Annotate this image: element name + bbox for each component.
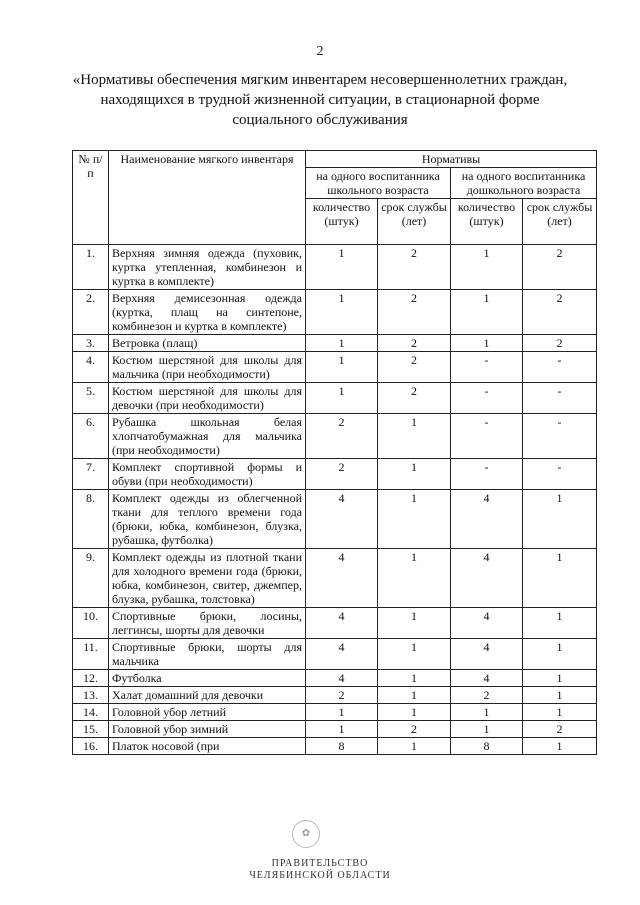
- qty-preschool: 4: [451, 549, 523, 608]
- qty-preschool: 1: [451, 290, 523, 335]
- table-row: [73, 335, 597, 352]
- qty-preschool: 2: [451, 687, 523, 704]
- item-name: Спортивные брюки, шорты для мальчика: [109, 639, 306, 670]
- footer-issuer: [0, 858, 640, 882]
- qty-preschool: -: [451, 352, 523, 383]
- term-school: 1: [378, 639, 451, 670]
- qty-school: 1: [306, 721, 378, 738]
- qty-school: 1: [306, 704, 378, 721]
- row-number: 6.: [73, 414, 109, 459]
- qty-school: 1: [306, 383, 378, 414]
- term-preschool: 1: [523, 738, 597, 755]
- qty-school: 4: [306, 670, 378, 687]
- qty-preschool: -: [451, 383, 523, 414]
- term-school: 2: [378, 721, 451, 738]
- item-name: Рубашка школьная белая хлопчатобумажная для мальчика (при необходимости): [109, 414, 306, 459]
- qty-school: 1: [306, 352, 378, 383]
- qty-preschool: -: [451, 414, 523, 459]
- term-school: 2: [378, 335, 451, 352]
- header-term-preschool: срок службы (лет): [523, 199, 597, 245]
- term-school: 2: [378, 352, 451, 383]
- term-preschool: 2: [523, 290, 597, 335]
- table-row: [73, 459, 597, 490]
- document-title: «Нормативы обеспечения мягким инвентарем несовершеннолетних граждан, находящихся в трудной жизненной ситуации, в стационарной форме социального обслуживания: [72, 72, 568, 128]
- row-number: 2.: [73, 290, 109, 335]
- term-school: 1: [378, 490, 451, 549]
- table-row: [73, 549, 597, 608]
- term-preschool: 1: [523, 549, 597, 608]
- seal-mark: ✿: [292, 820, 320, 848]
- term-school: 1: [378, 704, 451, 721]
- qty-preschool: 4: [451, 608, 523, 639]
- qty-school: 2: [306, 459, 378, 490]
- row-number: 11.: [73, 639, 109, 670]
- term-preschool: 2: [523, 335, 597, 352]
- term-preschool: 1: [523, 687, 597, 704]
- term-school: 2: [378, 383, 451, 414]
- table-row: [73, 608, 597, 639]
- item-name: Костюм шерстяной для школы для девочки (при необходимости): [109, 383, 306, 414]
- item-name: Верхняя зимняя одежда (пуховик, куртка утепленная, комбинезон и куртка в комплекте): [109, 245, 306, 290]
- page-number: 2: [316, 44, 324, 59]
- row-number: 13.: [73, 687, 109, 704]
- qty-school: 4: [306, 549, 378, 608]
- qty-preschool: 1: [451, 704, 523, 721]
- item-name: Футболка: [109, 670, 306, 687]
- header-name: Наименование мягкого инвентаря: [109, 151, 306, 245]
- footer-line-1: ПРАВИТЕЛЬСТВО: [271, 858, 369, 869]
- header-preschool-age: на одного воспитанника дошкольного возраста: [451, 168, 597, 199]
- header-qty-preschool: количество (штук): [451, 199, 523, 245]
- table-row: [73, 670, 597, 687]
- header-qty-school: количество (штук): [306, 199, 378, 245]
- row-number: 3.: [73, 335, 109, 352]
- row-number: 8.: [73, 490, 109, 549]
- row-number: 5.: [73, 383, 109, 414]
- table-row: [73, 290, 597, 335]
- item-name: Комплект одежды из облегченной ткани для теплого времени года (брюки, юбка, комбинезон, блузка, рубашка, футболка): [109, 490, 306, 549]
- table-row: [73, 352, 597, 383]
- qty-preschool: 1: [451, 245, 523, 290]
- footer-line-2: ЧЕЛЯБИНСКОЙ ОБЛАСТИ: [249, 870, 391, 881]
- qty-preschool: 1: [451, 721, 523, 738]
- row-number: 1.: [73, 245, 109, 290]
- qty-preschool: 4: [451, 490, 523, 549]
- table-row: [73, 704, 597, 721]
- term-school: 1: [378, 549, 451, 608]
- row-number: 4.: [73, 352, 109, 383]
- item-name: Верхняя демисезонная одежда (куртка, плащ на синтепоне, комбинезон и куртка в комплекте): [109, 290, 306, 335]
- item-name: Головной убор летний: [109, 704, 306, 721]
- item-name: Комплект одежды из плотной ткани для холодного времени года (брюки, юбка, комбинезон, свитер, джемпер, блузка, рубашка, толстовка): [109, 549, 306, 608]
- term-preschool: -: [523, 383, 597, 414]
- qty-preschool: -: [451, 459, 523, 490]
- term-preschool: -: [523, 352, 597, 383]
- term-preschool: 1: [523, 704, 597, 721]
- header-school-age: на одного воспитанника школьного возраста: [306, 168, 451, 199]
- table-row: [73, 687, 597, 704]
- qty-school: 1: [306, 290, 378, 335]
- term-preschool: 1: [523, 490, 597, 549]
- qty-school: 4: [306, 490, 378, 549]
- term-school: 1: [378, 738, 451, 755]
- norms-table: [72, 150, 597, 755]
- header-term-school: срок службы (лет): [378, 199, 451, 245]
- qty-school: 8: [306, 738, 378, 755]
- item-name: Ветровка (плащ): [109, 335, 306, 352]
- item-name: Головной убор зимний: [109, 721, 306, 738]
- term-school: 1: [378, 608, 451, 639]
- term-preschool: 1: [523, 670, 597, 687]
- row-number: 12.: [73, 670, 109, 687]
- term-school: 2: [378, 290, 451, 335]
- item-name: Платок носовой (при: [109, 738, 306, 755]
- row-number: 9.: [73, 549, 109, 608]
- qty-school: 1: [306, 335, 378, 352]
- table-row: [73, 245, 597, 290]
- term-preschool: 2: [523, 245, 597, 290]
- qty-school: 4: [306, 608, 378, 639]
- term-school: 2: [378, 245, 451, 290]
- item-name: Костюм шерстяной для школы для мальчика (при необходимости): [109, 352, 306, 383]
- row-number: 10.: [73, 608, 109, 639]
- table-row: [73, 490, 597, 549]
- item-name: Халат домашний для девочки: [109, 687, 306, 704]
- term-preschool: 1: [523, 639, 597, 670]
- qty-school: 2: [306, 687, 378, 704]
- term-preschool: -: [523, 414, 597, 459]
- qty-school: 4: [306, 639, 378, 670]
- row-number: 15.: [73, 721, 109, 738]
- table-row: [73, 383, 597, 414]
- item-name: Спортивные брюки, лосины, леггинсы, шорты для девочки: [109, 608, 306, 639]
- term-school: 1: [378, 670, 451, 687]
- qty-preschool: 8: [451, 738, 523, 755]
- row-number: 14.: [73, 704, 109, 721]
- header-norms: Нормативы: [306, 151, 597, 168]
- table-row: [73, 639, 597, 670]
- term-school: 1: [378, 687, 451, 704]
- row-number: 16.: [73, 738, 109, 755]
- item-name: Комплект спортивной формы и обуви (при необходимости): [109, 459, 306, 490]
- term-school: 1: [378, 414, 451, 459]
- table-row: [73, 414, 597, 459]
- term-preschool: 2: [523, 721, 597, 738]
- term-school: 1: [378, 459, 451, 490]
- header-num: № п/п: [73, 151, 109, 245]
- qty-school: 1: [306, 245, 378, 290]
- term-preschool: 1: [523, 608, 597, 639]
- qty-preschool: 4: [451, 670, 523, 687]
- row-number: 7.: [73, 459, 109, 490]
- qty-school: 2: [306, 414, 378, 459]
- table-row: [73, 721, 597, 738]
- table-row: [73, 738, 597, 755]
- qty-preschool: 1: [451, 335, 523, 352]
- qty-preschool: 4: [451, 639, 523, 670]
- term-preschool: -: [523, 459, 597, 490]
